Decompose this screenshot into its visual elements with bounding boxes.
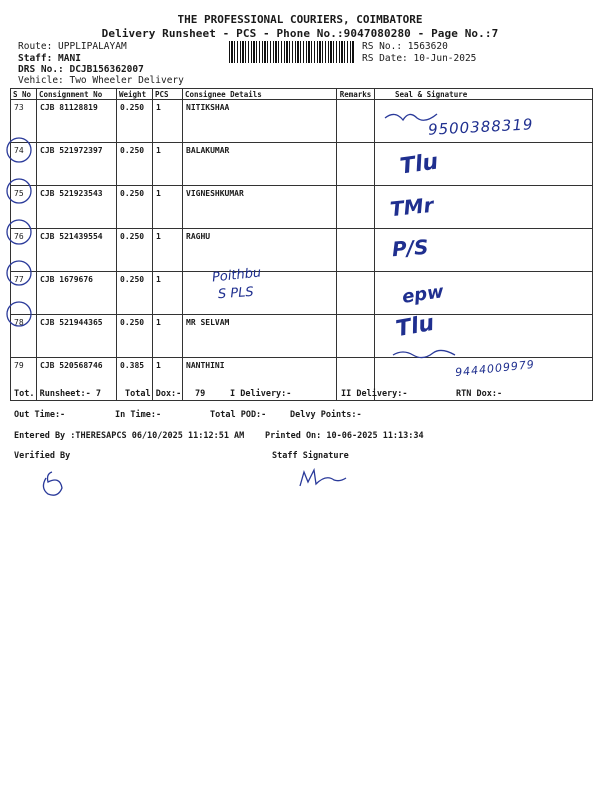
handwritten-note-77-line1: Poithbu xyxy=(211,265,262,286)
delvy-points: Delvy Points:- xyxy=(290,410,362,420)
staff-signature-scribble xyxy=(300,470,346,486)
total-pod: Total POD:- xyxy=(210,410,267,420)
row-consignment: CJB 521923543 xyxy=(37,186,117,229)
row-sno: 78 xyxy=(11,315,37,358)
staff-label: Staff: MANI xyxy=(18,53,81,64)
row-weight: 0.250 xyxy=(117,186,153,229)
row-weight: 0.250 xyxy=(117,272,153,315)
printed-on: Printed On: 10-06-2025 11:13:34 xyxy=(265,431,424,441)
row-pcs: 1 xyxy=(153,358,183,401)
runsheet-subtitle: Delivery Runsheet - PCS - Phone No.:9047080280 - Page No.:7 xyxy=(101,27,499,40)
circle-mark xyxy=(7,138,31,162)
row-consignment: CJB 521972397 xyxy=(37,143,117,186)
signature-75: TMr xyxy=(388,192,435,222)
row-pcs: 1 xyxy=(153,272,183,315)
row-consignment: CJB 81128819 xyxy=(37,100,117,143)
signature-78: Tlu xyxy=(394,310,437,343)
vehicle-label: Vehicle: Two Wheeler Delivery xyxy=(18,75,184,86)
row-pcs: 1 xyxy=(153,315,183,358)
row-pcs: 1 xyxy=(153,229,183,272)
row-consignment: CJB 521944365 xyxy=(37,315,117,358)
row-consignee: NITIKSHAA xyxy=(183,100,337,143)
col-seal-signature: Seal & Signature xyxy=(375,89,593,100)
drs-label: DRS No.: DCJB156362007 xyxy=(18,64,144,75)
col-consignee: Consignee Details xyxy=(183,89,337,100)
col-pcs: PCS xyxy=(153,89,183,100)
col-sno: S No xyxy=(11,89,37,100)
i-delivery: I Delivery:- xyxy=(230,389,292,399)
signature-scribble xyxy=(385,114,437,120)
row-pcs: 1 xyxy=(153,143,183,186)
handwritten-note-77-line2: S PLS xyxy=(217,284,255,303)
signature-scribble xyxy=(393,350,455,357)
row-sno: 74 xyxy=(11,143,37,186)
row-pcs: 1 xyxy=(153,100,183,143)
company-title: THE PROFESSIONAL COURIERS, COIMBATORE xyxy=(177,13,423,26)
col-remarks: Remarks xyxy=(337,89,375,100)
row-weight: 0.250 xyxy=(117,100,153,143)
row-consignment: CJB 520568746 xyxy=(37,358,117,401)
handwritten-phone-1: 9500388319 xyxy=(427,115,534,139)
row-consignment: CJB 521439554 xyxy=(37,229,117,272)
row-weight: 0.385 xyxy=(117,358,153,401)
entered-by: Entered By :THERESAPCS 06/10/2025 11:12:51 AM xyxy=(14,431,245,441)
row-sno: 77 xyxy=(11,272,37,315)
verified-by: Verified By xyxy=(14,451,71,461)
row-sno: 73 xyxy=(11,100,37,143)
row-consignee: NANTHINI xyxy=(183,358,337,401)
row-weight: 0.250 xyxy=(117,143,153,186)
staff-signature-label: Staff Signature xyxy=(272,451,349,461)
circle-mark xyxy=(7,220,31,244)
ii-delivery: II Delivery:- xyxy=(341,389,408,399)
in-time: In Time:- xyxy=(115,410,162,420)
row-consignee: VIGNESHKUMAR xyxy=(183,186,337,229)
row-sno: 75 xyxy=(11,186,37,229)
total-dox-value: 79 xyxy=(195,389,206,399)
signature-74: Tlu xyxy=(398,149,440,180)
rs-number: RS No.: 1563620 xyxy=(362,41,448,52)
row-consignee: MR SELVAM xyxy=(183,315,337,358)
handwritten-phone-2: 9444009979 xyxy=(454,357,536,380)
row-sno: 76 xyxy=(11,229,37,272)
circle-mark xyxy=(7,302,31,326)
route-label: Route: UPPLIPALAYAM xyxy=(18,41,127,52)
circle-mark xyxy=(7,179,31,203)
row-sno: 79 xyxy=(11,358,37,401)
row-pcs: 1 xyxy=(153,186,183,229)
circle-mark xyxy=(7,261,31,285)
signature-77: epw xyxy=(400,281,445,308)
row-consignee: RAGHU xyxy=(183,229,337,272)
row-consignee: BALAKUMAR xyxy=(183,143,337,186)
row-weight: 0.250 xyxy=(117,315,153,358)
signature-76: P/S xyxy=(391,234,430,262)
total-dox-label: Total Dox:- xyxy=(125,389,182,399)
row-consignment: CJB 1679676 xyxy=(37,272,117,315)
col-weight: Weight xyxy=(117,89,153,100)
col-consignment: Consignment No xyxy=(37,89,117,100)
rtn-dox: RTN Dox:- xyxy=(456,389,503,399)
out-time: Out Time:- xyxy=(14,410,66,420)
rs-date: RS Date: 10-Jun-2025 xyxy=(362,53,477,64)
total-runsheet: Tot. Runsheet:- 7 xyxy=(14,389,101,399)
row-weight: 0.250 xyxy=(117,229,153,272)
verifier-initials xyxy=(43,472,62,495)
